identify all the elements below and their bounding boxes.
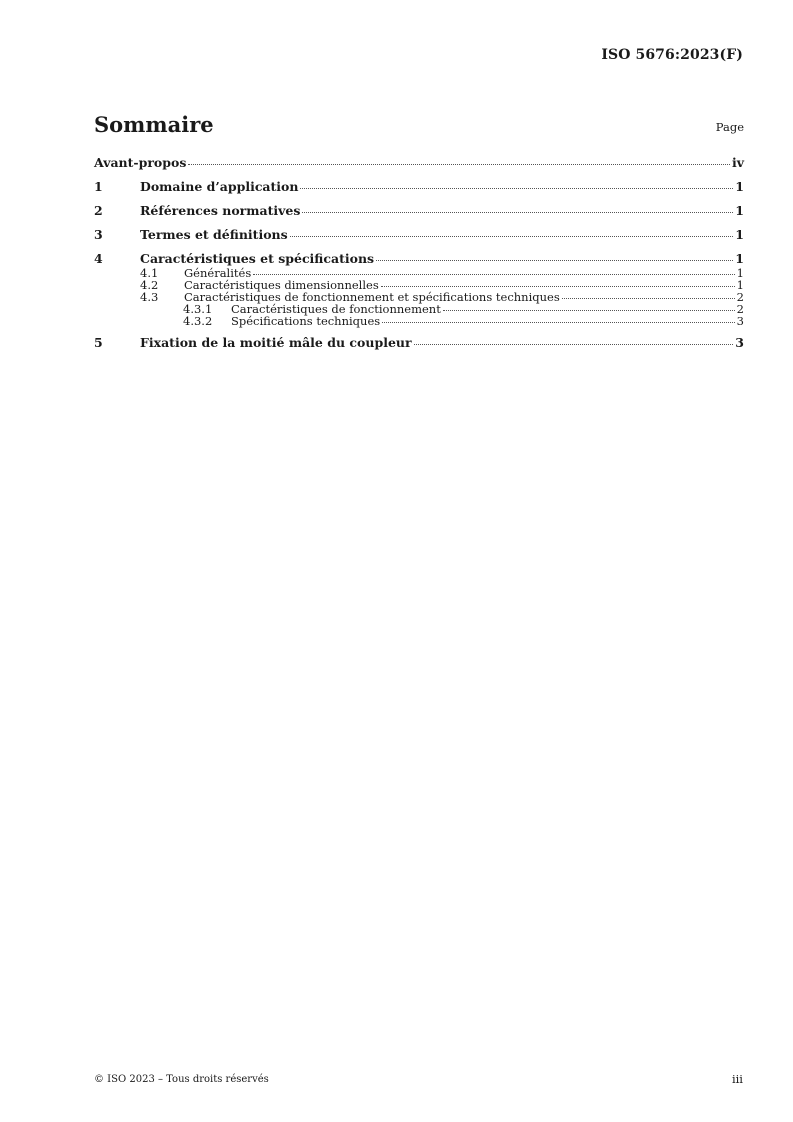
dot-leader (562, 298, 735, 299)
dot-leader (188, 164, 730, 165)
toc-entry-label: Références normatives (140, 203, 301, 218)
toc-entry-number: 3 (94, 227, 103, 242)
dot-leader (290, 236, 734, 237)
toc-entry-page: 1 (736, 266, 744, 280)
toc-entry-number: 1 (94, 179, 103, 194)
toc-entry-page: 1 (735, 203, 744, 218)
toc-entry-label: Caractéristiques de fonctionnement et spécifications techniques (184, 290, 560, 304)
toc-entry-page: 2 (736, 302, 744, 316)
dot-leader (300, 188, 733, 189)
table-of-contents (94, 155, 744, 351)
dot-leader (381, 286, 735, 287)
toc-entry-2[interactable] (94, 203, 744, 219)
toc-entry-number: 4.3 (140, 290, 159, 304)
toc-entry-page: iv (731, 155, 744, 170)
toc-entry-label: Avant-propos (94, 155, 187, 170)
toc-title: Sommaire (94, 112, 214, 137)
dot-leader (443, 310, 735, 311)
dot-leader (302, 212, 733, 213)
toc-page-column-label: Page (715, 120, 744, 134)
toc-entry-4-3-2[interactable] (94, 315, 744, 327)
footer-page-number: iii (731, 1072, 743, 1086)
document-code: ISO 5676:2023(F) (601, 47, 743, 63)
toc-entry-label: Caractéristiques dimensionnelles (184, 278, 379, 292)
toc-entry-number: 4.3.2 (183, 314, 213, 328)
toc-entry-number: 4.3.1 (183, 302, 213, 316)
toc-entry-number: 4 (94, 251, 103, 266)
toc-entry-label: Fixation de la moitié mâle du coupleur (140, 335, 412, 350)
toc-title-row (94, 112, 744, 142)
toc-entry-label: Caractéristiques et spécifications (140, 251, 375, 266)
toc-entry-page: 1 (735, 251, 744, 266)
dot-leader (376, 260, 733, 261)
dot-leader (382, 322, 735, 323)
toc-entry-label: Domaine d’application (140, 179, 299, 194)
toc-entry-4[interactable] (94, 251, 744, 267)
dot-leader (253, 274, 734, 275)
toc-entry-page: 2 (736, 290, 744, 304)
toc-entry-page: 1 (735, 227, 744, 242)
toc-entry-number: 2 (94, 203, 103, 218)
footer-copyright: © ISO 2023 – Tous droits réservés (94, 1074, 269, 1085)
dot-leader (414, 344, 734, 345)
toc-entry-label: Généralités (184, 266, 252, 280)
toc-entry-label: Termes et définitions (140, 227, 288, 242)
toc-entry-label: Caractéristiques de fonctionnement (231, 302, 441, 316)
toc-entry-5[interactable] (94, 335, 744, 351)
toc-entry-avant-propos[interactable] (94, 155, 744, 171)
toc-entry-number: 4.2 (140, 278, 159, 292)
toc-entry-1[interactable] (94, 179, 744, 195)
toc-entry-page: 1 (735, 179, 744, 194)
toc-entry-page: 3 (735, 335, 744, 350)
toc-entry-page: 3 (736, 314, 744, 328)
toc-entry-3[interactable] (94, 227, 744, 243)
toc-entry-number: 5 (94, 335, 103, 350)
toc-entry-number: 4.1 (140, 266, 159, 280)
toc-entry-label: Spécifications techniques (231, 314, 381, 328)
toc-entry-page: 1 (736, 278, 744, 292)
